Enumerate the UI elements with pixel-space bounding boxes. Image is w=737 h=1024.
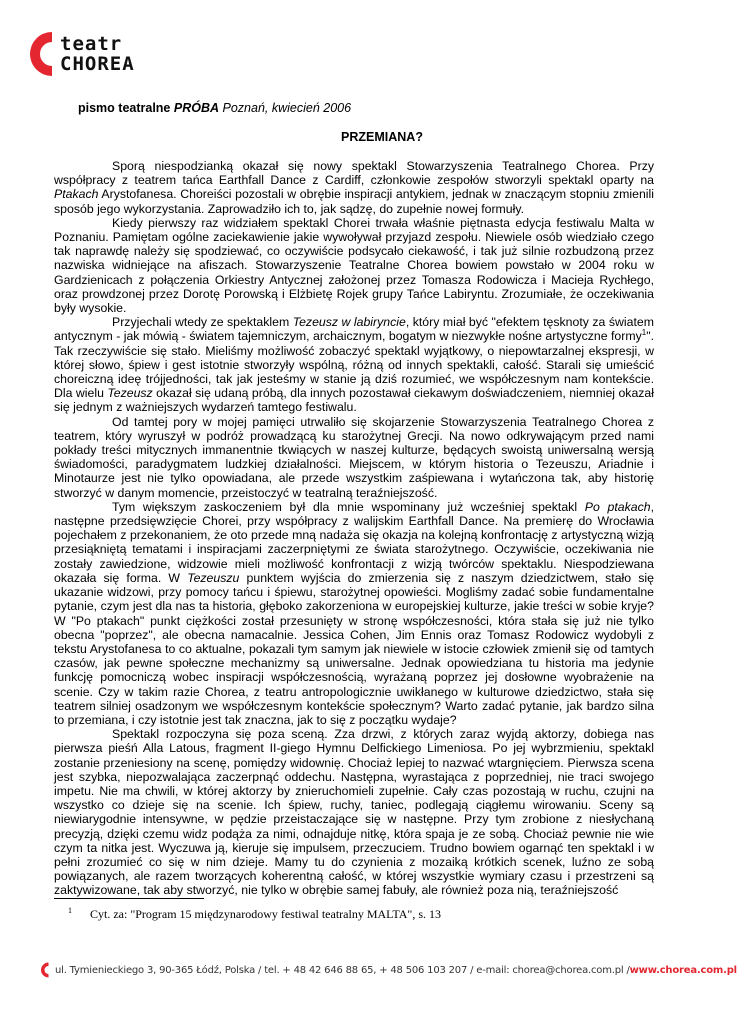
text-run: okazał się udaną próbą, dla innych pozostawał ciekawym doświadczeniem, niemniej okazał się jednym z ważniejszych wydarzeń tamtego festiwalu.	[54, 386, 654, 415]
italic-title: Po ptakach	[584, 499, 651, 514]
contact-info: ul. Tymienieckiego 3, 90-365 Łódź, Polska / tel. + 48 42 646 88 65, + 48 506 103 207 / e-mail: chorea@chorea.com.pl /	[55, 964, 630, 976]
magazine-name: PRÓBA	[173, 101, 220, 115]
logo-wordmark	[60, 34, 135, 74]
publication-header	[78, 101, 351, 115]
text-run: Tym większym zaskoczeniem był dla mnie wspominany już wcześniej spektakl	[112, 499, 585, 514]
paragraph	[54, 727, 654, 897]
text-run: Sporą niespodzianką okazał się nowy spektakl Stowarzyszenia Teatralnego Chorea. Przy współpracy z teatrem tańca Earthfall Dance z Cardiff, członkowie zespołów stworzyli spektakl oparty na	[54, 159, 654, 188]
footnote-number: 1	[68, 906, 72, 915]
paragraph	[54, 315, 654, 414]
publication-label: pismo teatralne	[78, 101, 171, 115]
footnote-divider	[54, 898, 204, 899]
footnote-ref: 1	[641, 328, 647, 338]
article-title: PRZEMIANA?	[341, 130, 423, 144]
paragraph	[54, 216, 654, 315]
paragraph	[54, 500, 654, 727]
text-run: , który miał być "efektem tęsknoty za światem antycznym - jak mówią - światem tajemniczym, archaicznym, bogatym w niezwykłe nośne artystyczne formy	[54, 315, 654, 344]
text-run: Przyjechali wtedy ze spektaklem	[112, 315, 293, 330]
text-run: ". Tak rzeczywiście się stało. Mieliśmy możliwość zobaczyć spektakl wyjątkowy, o niepowtarzalnej ekspresji, w której słowo, śpiew i gest istotnie stworzyły wspólną, różną od innych spektakli, całość. Starali się umieścić choreiczną ideę trójjedności, tak jak jesteśmy w stanie ją dziś rozumieć, we współczesnym nam kontekście. Dla wielu	[54, 329, 654, 401]
logo-line-2: CHOREA	[60, 53, 135, 75]
text-run: Spektakl rozpoczyna się poza sceną. Zza drzwi, z których zaraz wyjdą aktorzy, dobiega nas pierwsza pieśń Alla Latous, fragment II-giego Hymnu Delfickiego Limeniosa. Po jej wybrzmieniu, spektakl zostanie przeniesiony na scenę, pomiędzy widownię. Chociaż lepiej to nazwać wtargnięciem. Pierwsza scena jest szybka, niepozwalająca zaczerpnąć oddechu. Następna, wyrastająca z poprzedniej, nie traci swojego impetu. Nie ma chwili, w której aktorzy by znieruchomieli zupełnie. Cały czas pozostają w ruchu, czujni na wszystko co dzieje się na scenie. Ich śpiew, ruchy, taniec, podlegają ciągłemu wirowaniu. Sceny są niewiarygodnie intensywne, w pędzie przeistaczające się w następne. Przy tym zrobione z niesłychaną precyzją, dzięki czemu widz podąża za nimi, odnajduje nitkę, która spaja je ze sobą. Chociaż pewnie nie wie czym ta nitka jest. Wyczuwa ją, kieruje się impulsem, przeczuciem. Trudno bowiem ogarnąć ten spektakl i w pełni zrozumieć co się w nim dzieje. Mamy tu do czynienia z mozaiką krótkich scenek, luźno ze sobą powiązanych, ale razem tworzących koherentną całość, w której wszystkie wymiary czasu i przestrzeni są zaktywizowane, tak aby stworzyć, nie tylko w obrębie samej fabuły, ale również poza nią, teraźniejszość	[54, 727, 654, 898]
italic-title: Ptakach	[54, 187, 99, 202]
chorea-logo	[30, 30, 135, 78]
paragraph	[54, 159, 654, 216]
chorea-c-small-icon	[40, 962, 49, 978]
website-link[interactable]: www.chorea.com.pl	[629, 964, 737, 976]
italic-title: Tezeusz w labiryncie	[292, 315, 406, 330]
chorea-c-icon	[30, 30, 54, 78]
text-run: Kiedy pierwszy raz widziałem spektakl Chorei trwała właśnie piętnasta edycja festiwalu Malta w Poznaniu. Pamiętam ogólne zaciekawienie jakie wywoływał przyjazd zespołu. Niewiele osób wiedziało czego tak naprawdę należy się spodziewać, co oczywiście podsycało ciekawość, i tak już silnie rozbudzoną przez nazwiska widniejące na afiszach. Stowarzyszenie Teatralne Chorea bowiem powstało w 2004 roku w Gardzienicach z połączenia Orkiestry Antycznej założonej przez Tomasza Rodowicza i Macieja Rychłego, oraz prowdzonej przez Dorotę Porowską i Elżbietę Rojek grupy Tańce Labiryntu. Zrozumiałe, że oczekiwania były wysokie.	[54, 215, 654, 316]
text-run: Od tamtej pory w mojej pamięci utrwaliło się skojarzenie Stowarzyszenia Teatralnego Chorea z teatrem, który wyruszył w podróż prowadzącą ku starożytnej Grecji. Na nowo odkrywającym przed nami pokłady treści mitycznych immanentnie tkwiących w naszej kulturze, będących swoistą uniwersalną wersją świadomości, paradygmatem ludzkiej działalności. Miejscem, w którym historia o Tezeuszu, Ariadnie i Minotaurze jest nie tylko opowiadana, ale przede wszystkim zaśpiewana i wytańczona tak, aby historię stworzyć w danym momencie, przeistoczyć w teatralną teraźniejszość.	[54, 414, 654, 500]
italic-title: Tezeusz	[107, 386, 153, 401]
italic-title: Tezeuszu	[187, 570, 240, 585]
article-body	[54, 159, 654, 898]
text-run: punktem wyjścia do zmierzenia się z naszym dziedzictwem, stało się ukazanie widzowi, przy pomocy tańcu i śpiewu, starożytnej opowieści. Mogliśmy zadać sobie fundamentalne pytanie, czym jest dla nas ta historia, głęboko zakorzeniona w europejskiej kulturze, jakie treści w sobie kryje? W "Po ptakach" punkt ciężkości został przesunięty w stronę współczesności, która stała się już nie tylko obecna "poprzez", ale obecna namacalnie. Jessica Cohen, Jim Ennis oraz Tomasz Rodowicz wydobyli z tekstu Arystofanesa to co aktualne, pokazali tym samym jak niewiele w istocie człowiek zmienił się od tamtych czasów, jak pewne społeczne mechanizmy są uniwersalne. Jednak opowiedziana tu historia ma jedynie funkcję pomocniczą wobec inspiracji współczesnością, wyrażaną poprzez jej dosłowne wyobrażenie na scenie. Czy w takim razie Chorea, z teatru antropologicznie uwikłanego w kulturowe dziedzictwo, stała się teatrem silniej osadzonym we współczesnym kontekście społecznym? Warto zadać pytanie, jak bardzo silna to przemiana, i czy istotnie jest tak znaczna, jak to się z początku wydaje?	[54, 570, 654, 727]
text-run: Arystofanesa. Choreiści pozostali w obrębie inspiracji antykiem, jednak w znaczącym stopniu zmienili sposób jego wykorzystania. Zaprowadziło ich to, jak sądzę, do zupełnie nowej formuły.	[54, 187, 654, 216]
footnote-text: Cyt. za: "Program 15 międzynarodowy festiwal teatralny MALTA", s. 13	[90, 907, 441, 921]
page-footer	[40, 962, 737, 978]
logo-line-1: teatr	[60, 33, 123, 55]
text-run: , następne przedsięwzięcie Chorei, przy współpracy z walijskim Earthfall Dance. Na premierę do Wrocławia pojechałem z przekonaniem, że oto przede mną nadaża się okazja na kolejną konfrontację z artystyczną wizją przesiąkniętą tematami i inspiracjami zaczerpniętymi ze świata starożytnego. Oczywiście, oczekiwania nie zostały zawiedzione, widzowie mieli możliwość konfrontacji z wizją twórców spektaklu. Niespodziewana okazała się forma. W	[54, 499, 655, 585]
paragraph	[54, 415, 654, 500]
place-date: Poznań, kwiecień 2006	[222, 101, 352, 115]
footnote	[68, 906, 441, 922]
